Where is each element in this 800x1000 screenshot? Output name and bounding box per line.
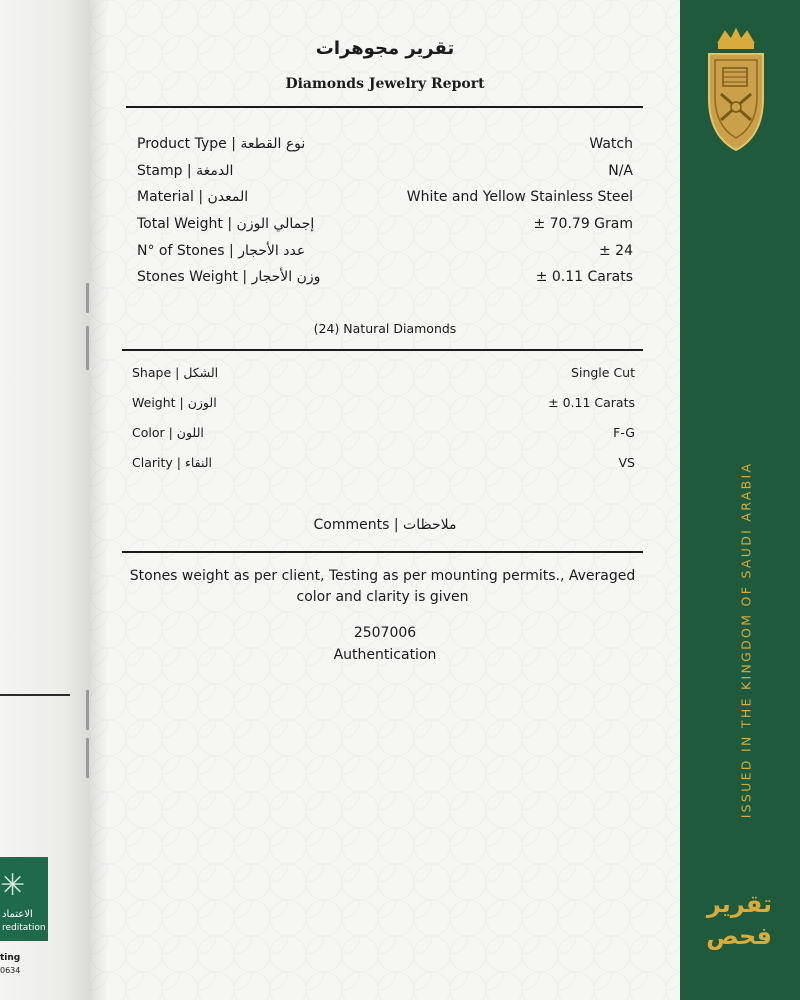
stone-row-clarity: [132, 455, 635, 477]
left-page-rule: [0, 694, 70, 696]
stone-value: Single Cut: [571, 365, 635, 380]
binding-staple: [86, 283, 89, 313]
stones-divider: [122, 349, 643, 351]
detail-row-product-type: [137, 136, 633, 160]
stone-label: Clarity | النقاء: [132, 455, 213, 470]
detail-value: ± 24: [599, 243, 633, 259]
stone-value: VS: [618, 455, 635, 470]
detail-row-stamp: [137, 163, 633, 187]
detail-label: Stones Weight | وزن الأحجار: [137, 269, 321, 285]
binding-staple: [86, 690, 89, 730]
detail-row-material: [137, 189, 633, 213]
detail-label: Product Type | نوع القطعة: [137, 136, 306, 152]
detail-value: ± 70.79 Gram: [533, 216, 633, 232]
spine-title-ar-line2: فحص: [706, 922, 772, 950]
left-facing-page: [0, 0, 90, 1000]
left-page-text-2: 0634: [0, 966, 21, 975]
stone-row-weight: [132, 395, 635, 417]
stone-label: Weight | الوزن: [132, 395, 217, 410]
comments-line-1: Stones weight as per client, Testing as per mounting permits., Averaged: [129, 568, 636, 584]
left-page-text-1: ting: [0, 953, 21, 963]
stone-label: Color | اللون: [132, 425, 204, 440]
detail-value: ± 0.11 Carats: [535, 269, 633, 285]
stone-value: F-G: [613, 425, 635, 440]
stones-section-title: (24) Natural Diamonds: [313, 321, 457, 336]
report-title-english: Diamonds Jewelry Report: [285, 76, 485, 92]
accreditation-logo: [0, 857, 48, 941]
binding-staple: [86, 738, 89, 778]
report-title-arabic: تقرير مجوهرات: [315, 38, 455, 59]
accreditation-logo-ar: الاعتماد: [2, 909, 33, 920]
detail-label: N° of Stones | عدد الأحجار: [137, 243, 306, 259]
detail-value: Watch: [589, 136, 633, 152]
detail-row-stones-weight: [137, 269, 633, 293]
detail-label: Stamp | الدمغة: [137, 163, 234, 179]
detail-value: White and Yellow Stainless Steel: [406, 189, 633, 205]
detail-row-number-of-stones: [137, 243, 633, 267]
stone-label: Shape | الشكل: [132, 365, 219, 380]
stone-row-shape: [132, 365, 635, 387]
crest-emblem-icon: [701, 28, 771, 154]
title-divider: [126, 106, 643, 108]
stone-row-color: [132, 425, 635, 447]
detail-row-total-weight: [137, 216, 633, 240]
binding-staple: [86, 326, 89, 370]
page-gutter-shadow: [90, 0, 108, 1000]
detail-label: Material | المعدن: [137, 189, 249, 205]
detail-value: N/A: [608, 163, 633, 179]
spine-issued-label: ISSUED IN THE KINGDOM OF SAUDI ARABIA: [738, 461, 754, 819]
accreditation-logo-en: reditation: [2, 923, 46, 933]
comments-line-2: color and clarity is given: [296, 589, 469, 605]
comments-divider: [122, 551, 643, 553]
report-code: 2507006: [353, 625, 417, 641]
authentication-label: Authentication: [333, 647, 437, 663]
stone-value: ± 0.11 Carats: [548, 395, 635, 410]
detail-label: Total Weight | إجمالي الوزن: [137, 216, 315, 232]
star-burst-icon: ✳: [0, 868, 26, 903]
comments-body: [120, 566, 645, 608]
comments-title: Comments | ملاحظات: [313, 517, 457, 533]
spine-title-ar-line1: تقرير: [706, 890, 772, 918]
